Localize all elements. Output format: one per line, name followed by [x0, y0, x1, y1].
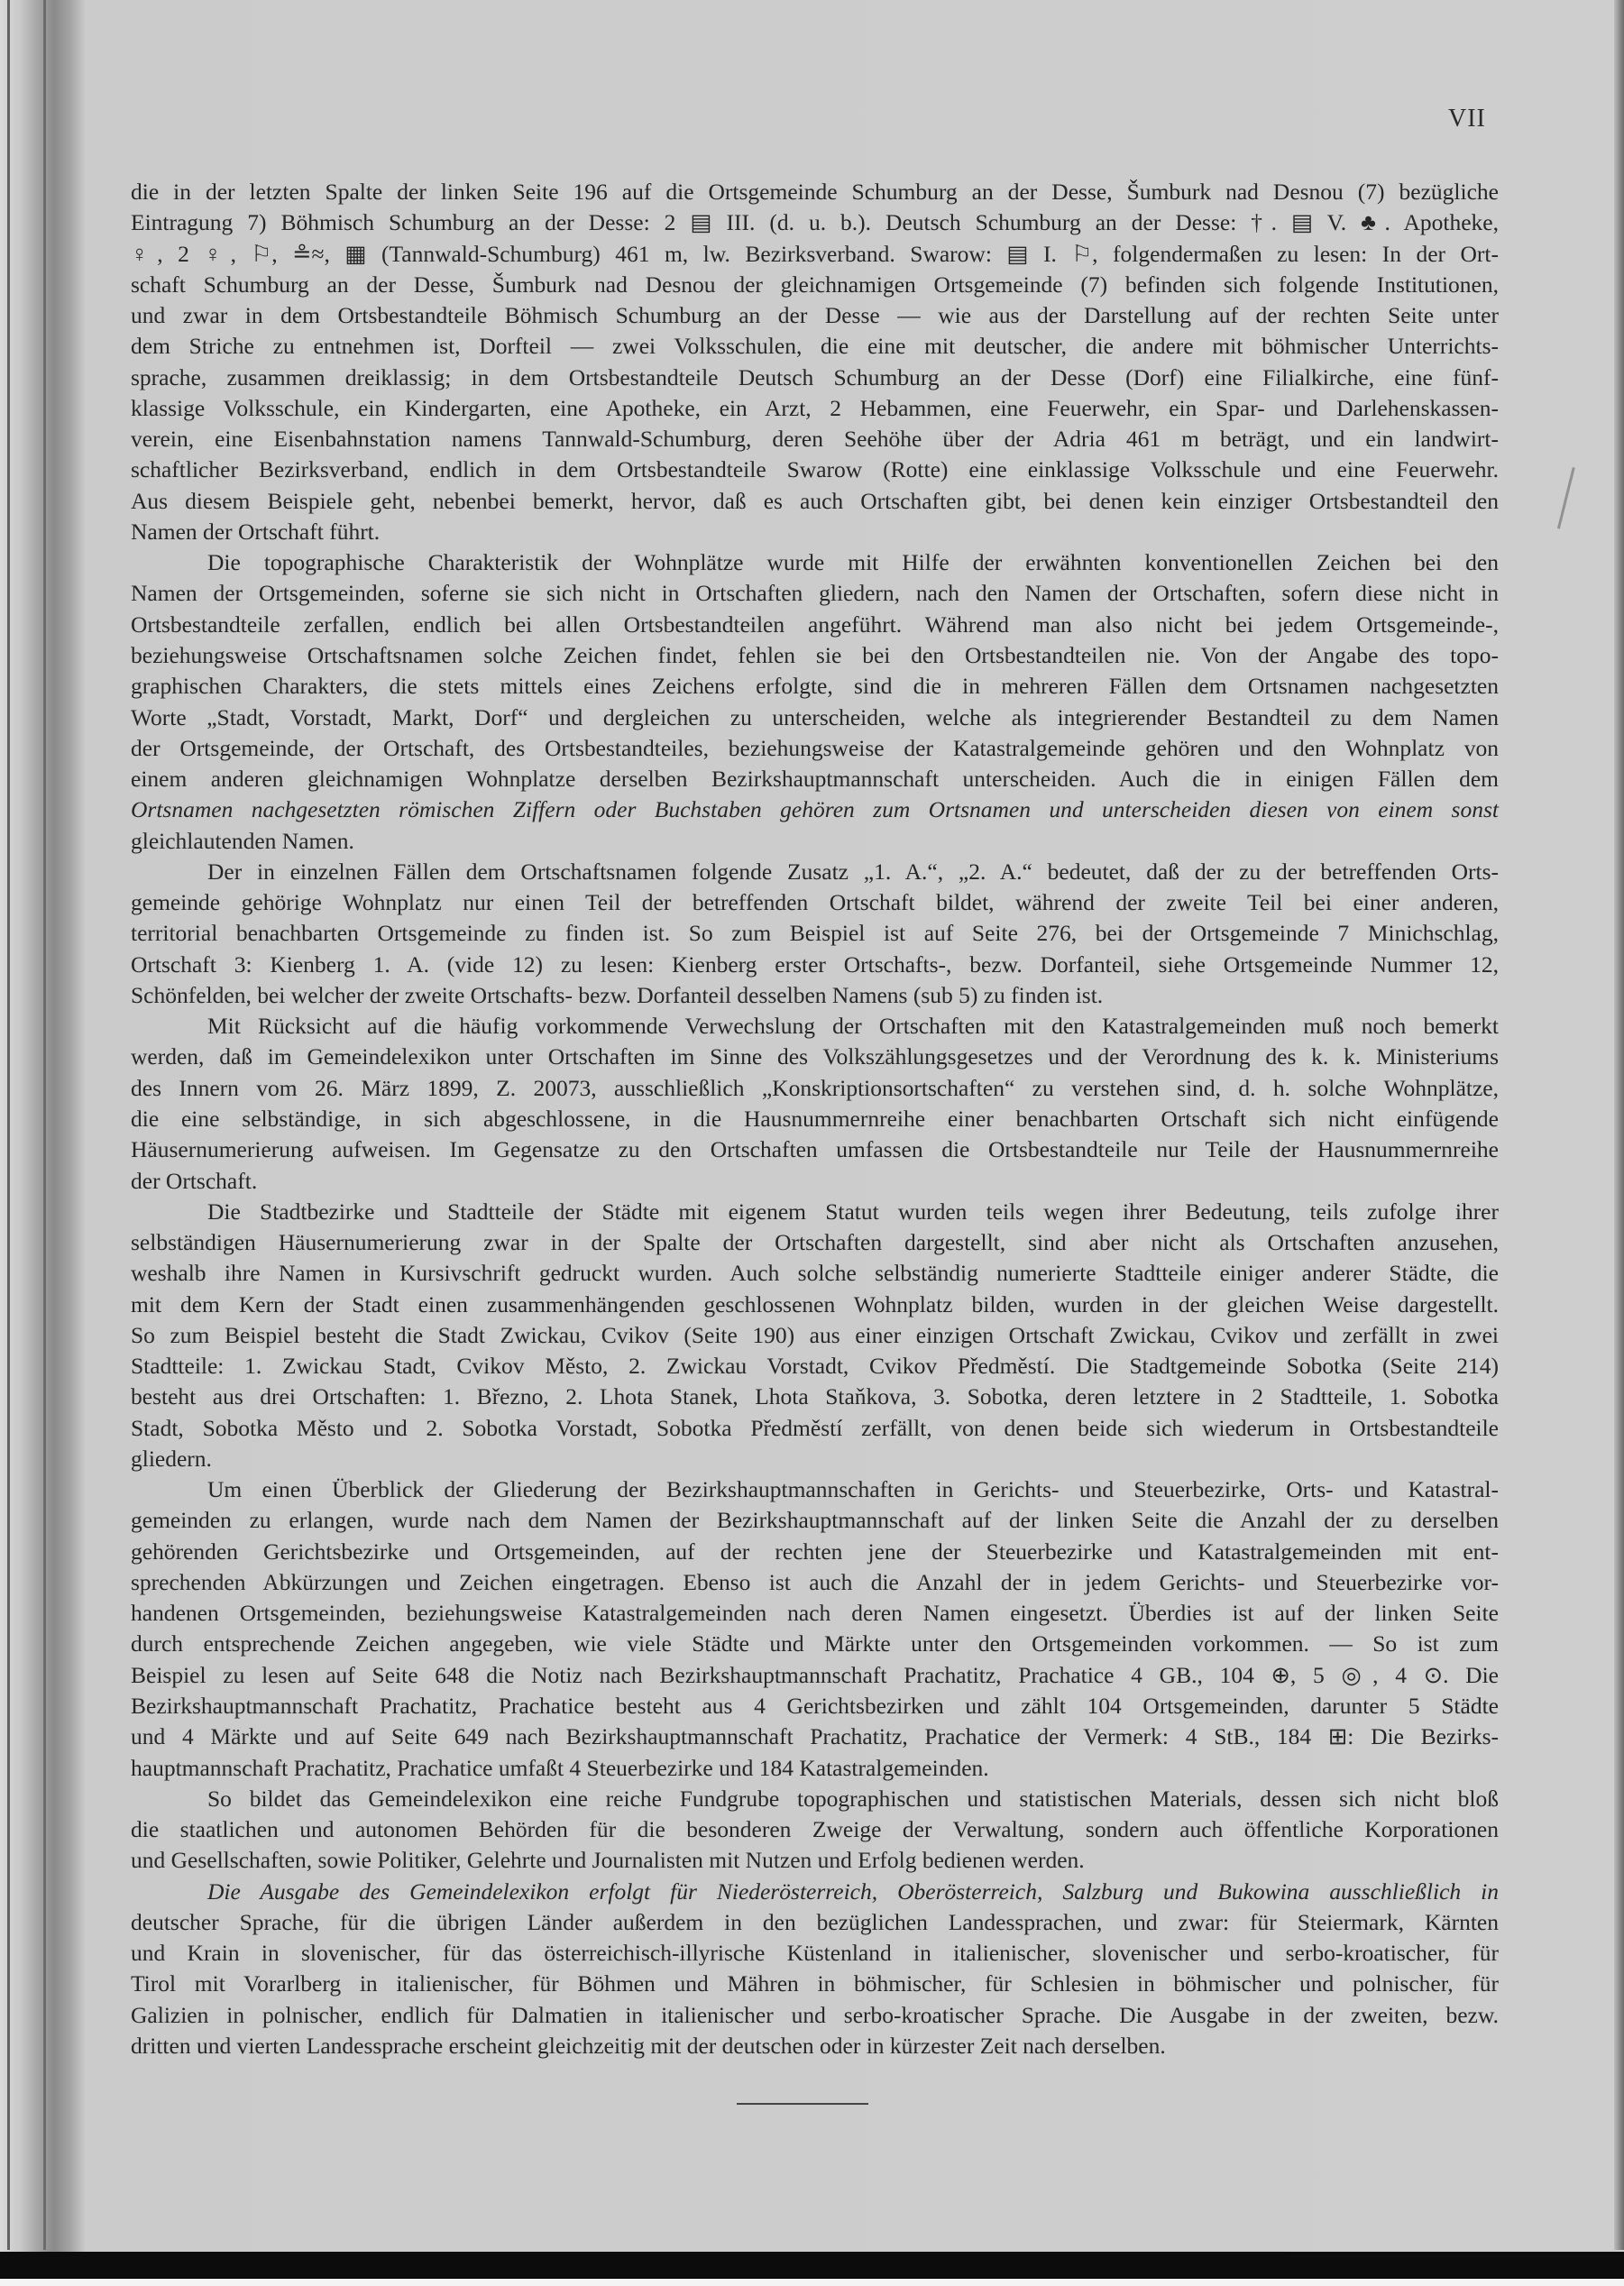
scan-margin	[0, 2279, 1624, 2286]
paragraph	[131, 547, 1499, 857]
text-line: Die Stadtbezirke und Stadtteile der Städte mit eigenem Statut wurden teils wegen ihrer Bedeutung, teils zufolge ihrer	[207, 1198, 1499, 1225]
body-text	[131, 177, 1499, 2061]
text-line: beziehungsweise Ortschaftsnamen solche Zeichen findet, fehlen sie bei den Ortsbestandteilen nie. Von der Angabe des topo-	[131, 641, 1499, 668]
text-line: schaft Schumburg an der Desse, Šumburk nad Desnou der gleichnamigen Ortsgemeinde (7) befinden sich folgende Institutionen,	[131, 271, 1499, 298]
text-line: klassige Volksschule, ein Kindergarten, eine Apotheke, ein Arzt, 2 Hebammen, eine Feuerwehr, ein Spar- und Darlehenskassen-	[131, 394, 1499, 421]
text-line: der Ortsgemeinde, der Ortschaft, des Ortsbestandteiles, beziehungsweise der Katastralgemeinde gehören und den Wohnplatz von	[131, 734, 1499, 761]
closing-rule	[737, 2103, 868, 2105]
text-line: dem Striche zu entnehmen ist, Dorfteil — zwei Volksschulen, die eine mit deutscher, die andere mit böhmischer Unterrichts-	[131, 333, 1499, 360]
paragraph	[131, 1474, 1499, 1784]
text-line: selbständigen Häusernumerierung zwar in der Spalte der Ortschaften dargestellt, sind aber nicht als Ortschaften anzusehen,	[131, 1229, 1499, 1256]
scan-smudge	[1557, 467, 1594, 534]
text-line: schaftlicher Bezirksverband, endlich in dem Ortsbestandteile Swarow (Rotte) eine einklassige Volksschule und eine Feuerwehr.	[131, 456, 1499, 483]
text-line: Schönfelden, bei welcher der zweite Ortschafts- bezw. Dorfanteil desselben Namens (sub 5) zu finden ist.	[131, 981, 1104, 1008]
text-line: So zum Beispiel besteht die Stadt Zwickau, Cvikov (Seite 190) aus einer einzigen Ortschaft Zwickau, Cvikov und zerfällt in zwei	[131, 1321, 1499, 1348]
text-line: territorial benachbarten Ortsgemeinde zu finden ist. So zum Beispiel ist auf Seite 276, bei der Ortsgemeinde 7 Minichschlag,	[131, 920, 1499, 947]
text-line: der Ortschaft.	[131, 1167, 258, 1194]
text-line: Mit Rücksicht auf die häufig vorkommende Verwechslung der Ortschaften mit den Katastralgemeinden muß noch bemerkt	[207, 1013, 1499, 1040]
text-line: und Gesellschaften, sowie Politiker, Gelehrte und Journalisten mit Nutzen und Erfolg bedienen werden.	[131, 1847, 1085, 1874]
text-line: durch entsprechende Zeichen angegeben, wie viele Städte und Märkte unter den Ortsgemeinden vorkommen. — So ist zum	[131, 1630, 1499, 1657]
text-line: sprechenden Abkürzungen und Zeichen eingetragen. Ebenso ist auch die Anzahl der in jedem Gerichts- und Steuerbezirke vor-	[131, 1568, 1499, 1595]
text-line: Tirol mit Vorarlberg in italienischer, für Böhmen und Mähren in böhmischer, für Schlesien in böhmischer und polnischer, für	[131, 1970, 1499, 1997]
text-line: Um einen Überblick der Gliederung der Bezirkshauptmannschaften in Gerichts- und Steuerbezirke, Orts- und Katastral-	[207, 1476, 1499, 1503]
paragraph	[131, 177, 1499, 547]
paragraph	[131, 1011, 1499, 1197]
text-line: deutscher Sprache, für die übrigen Länder außerdem in den bezüglichen Landessprachen, und zwar: für Steiermark, Kärnten	[131, 1908, 1499, 1935]
text-line: Aus diesem Beispiele geht, nebenbei bemerkt, hervor, daß es auch Ortschaften gibt, bei denen kein einziger Ortsbestandteil den	[131, 487, 1499, 514]
text-line: und 4 Märkte und auf Seite 649 nach Bezirkshauptmannschaft Prachatitz, Prachatice der Vermerk: 4 StB., 184 ⊞: Die Bezirks-	[131, 1723, 1499, 1750]
text-line: die in der letzten Spalte der linken Seite 196 auf die Ortsgemeinde Schumburg an der Desse, Šumburk nad Desnou (7) bezügliche	[131, 179, 1499, 205]
text-line: Die topographische Charakteristik der Wohnplätze wurde mit Hilfe der erwähnten konventionellen Zeichen bei den	[207, 549, 1499, 576]
text-line: Beispiel zu lesen auf Seite 648 die Notiz nach Bezirkshauptmannschaft Prachatitz, Prachatice 4 GB., 104 ⊕, 5 ◎, 4 ⊙. Die	[131, 1661, 1499, 1688]
text-line: gemeinde gehörige Wohnplatz nur einen Teil der betreffenden Ortschaft bildet, während der zweite Teil bei einer anderen,	[131, 889, 1499, 916]
paragraph	[131, 1784, 1499, 1877]
text-line: graphischen Charakters, die stets mittels eines Zeichens erfolgte, sind die in mehreren Fällen dem Ortsnamen nachgesetzten	[131, 673, 1499, 700]
text-line: mit dem Kern der Stadt einen zusammenhängenden geschlossenen Wohnplatz bilden, wurden in der gleichen Weise dargestellt.	[131, 1290, 1499, 1317]
text-line: Worte „Stadt, Vorstadt, Markt, Dorf“ und dergleichen zu unterscheiden, welche als integrierender Bestandteil zu dem Namen	[131, 703, 1499, 730]
page-right-edge	[1614, 0, 1624, 2250]
page-number: VII	[1448, 105, 1486, 133]
text-line: einem anderen gleichnamigen Wohnplatze derselben Bezirkshauptmannschaft unterscheiden. Auch die in einigen Fällen dem	[131, 766, 1499, 793]
paragraph	[131, 1877, 1499, 2062]
text-line: So bildet das Gemeindelexikon eine reiche Fundgrube topographischen und statistischen Materials, dessen sich nicht bloß	[207, 1785, 1499, 1812]
text-line: des Innern vom 26. März 1899, Z. 20073, ausschließlich „Konskriptionsortschaften“ zu verstehen sind, d. h. solche Wohnplätze,	[131, 1074, 1499, 1101]
text-line: Namen der Ortschaft führt.	[131, 518, 381, 545]
text-line: die eine selbständige, in sich abgeschlossene, in die Hausnummernreihe einer benachbarten Ortschaft sich nicht einfügende	[131, 1105, 1499, 1132]
text-line: sprache, zusammen dreiklassig; in dem Ortsbestandteile Deutsch Schumburg an der Desse (Dorf) eine Filialkirche, eine fünf-	[131, 363, 1499, 390]
text-line: Bezirkshauptmannschaft Prachatitz, Prachatice besteht aus 4 Gerichtsbezirken und zählt 104 Ortsgemeinden, darunter 5 Städte	[131, 1693, 1499, 1720]
text-line: verein, eine Eisenbahnstation namens Tannwald-Schumburg, deren Seehöhe über der Adria 461 m beträgt, und ein landwirt-	[131, 426, 1499, 453]
text-line: gleichlautenden Namen.	[131, 827, 354, 854]
text-line: Ortsbestandteile zerfallen, endlich bei allen Ortsbestandteilen angeführt. Während man also nicht bei jedem Ortsgemeinde-,	[131, 611, 1499, 638]
text-line: Ortschaft 3: Kienberg 1. A. (vide 12) zu lesen: Kienberg erster Ortschafts-, bezw. Dorfanteil, siehe Ortsgemeinde Nummer 12,	[131, 950, 1499, 978]
text-line: ♀, 2 ♀, ⚐, ≗≈, ▦ (Tannwald-Schumburg) 461 m, lw. Bezirksverband. Swarow: ▤ I. ⚐, folgendermaßen zu lesen: In der Ort-	[131, 240, 1499, 267]
text-line: hauptmannschaft Prachatitz, Prachatice umfaßt 4 Steuerbezirke und 184 Katastralgemeinden.	[131, 1754, 989, 1781]
binding-edge	[7, 0, 10, 2250]
text-line: die staatlichen und autonomen Behörden für die besonderen Zweige der Verwaltung, sondern auch öffentliche Korporationen	[131, 1816, 1499, 1843]
paragraph	[131, 1197, 1499, 1474]
text-line: besteht aus drei Ortschaften: 1. Březno, 2. Lhota Stanek, Lhota Staňkova, 3. Sobotka, deren letztere in 2 Stadtteile, 1. Sobotka	[131, 1383, 1499, 1410]
text-line: Stadt, Sobotka Město und 2. Sobotka Vorstadt, Sobotka Předměstí zerfällt, von denen beide sich wiederum in Ortsbestandteile	[131, 1414, 1499, 1441]
paragraph	[131, 857, 1499, 1011]
text-line: weshalb ihre Namen in Kursivschrift gedruckt wurden. Auch solche selbständig numerierte Stadtteile einiger anderer Städte, die	[131, 1260, 1499, 1287]
text-line: Die Ausgabe des Gemeindelexikon erfolgt für Niederösterreich, Oberösterreich, Salzburg und Bukowina ausschließlich in	[207, 1877, 1499, 1905]
text-line: und zwar in dem Ortsbestandteile Böhmisch Schumburg an der Desse — wie aus der Darstellung auf der rechten Seite unter	[131, 302, 1499, 329]
text-line: werden, daß im Gemeindelexikon unter Ortschaften im Sinne des Volkszählungsgesetzes und der Verordnung des k. k. Ministeriums	[131, 1043, 1499, 1070]
scan-border-bottom	[0, 2252, 1624, 2279]
text-line: Häusernumerierung aufweisen. Im Gegensatze zu den Ortschaften umfassen die Ortsbestandteile nur Teile der Hausnummernreihe	[131, 1136, 1499, 1163]
text-line: dritten und vierten Landessprache erscheint gleichzeitig mit der deutschen oder in kürzester Zeit nach derselben.	[131, 2032, 1166, 2059]
text-line: Der in einzelnen Fällen dem Ortschaftsnamen folgende Zusatz „1. A.“, „2. A.“ bedeutet, daß der zu der betreffenden Orts-	[207, 858, 1499, 885]
text-line: und Krain in slovenischer, für das österreichisch-illyrische Küstenland in italienischer, slovenischer und serbo-kroatischer, für	[131, 1940, 1499, 1967]
text-line: Ortsnamen nachgesetzten römischen Ziffern oder Buchstaben gehören zum Ortsnamen und unterscheiden diesen von einem sonst	[131, 796, 1499, 823]
text-line: Namen der Ortsgemeinden, soferne sie sich nicht in Ortschaften gliedern, nach den Namen der Ortschaften, sofern diese nicht in	[131, 580, 1499, 607]
text-line: Stadtteile: 1. Zwickau Stadt, Cvikov Město, 2. Zwickau Vorstadt, Cvikov Předměstí. Die Stadtgemeinde Sobotka (Seite 214)	[131, 1353, 1499, 1380]
binding-edge	[43, 0, 46, 2250]
text-line: Galizien in polnischer, endlich für Dalmatien in italienischer und serbo-kroatischer Sprache. Die Ausgabe in der zweiten, bezw.	[131, 2001, 1499, 2028]
text-line: Eintragung 7) Böhmisch Schumburg an der Desse: 2 ▤ III. (d. u. b.). Deutsch Schumburg an der Desse: †. ▤ V. ♣. Apotheke,	[131, 209, 1499, 236]
text-line: gemeinden zu erlangen, wurde nach dem Namen der Bezirkshauptmannschaft auf der linken Seite die Anzahl der zu derselben	[131, 1507, 1499, 1534]
text-line: gliedern.	[131, 1445, 212, 1472]
text-line: handenen Ortsgemeinden, beziehungsweise Katastralgemeinden nach deren Namen eingesetzt. Überdies ist auf der linken Seite	[131, 1600, 1499, 1627]
text-line: gehörenden Gerichtsbezirke und Ortsgemeinden, auf der rechten jene der Steuerbezirke und Katastralgemeinden mit ent-	[131, 1538, 1499, 1565]
